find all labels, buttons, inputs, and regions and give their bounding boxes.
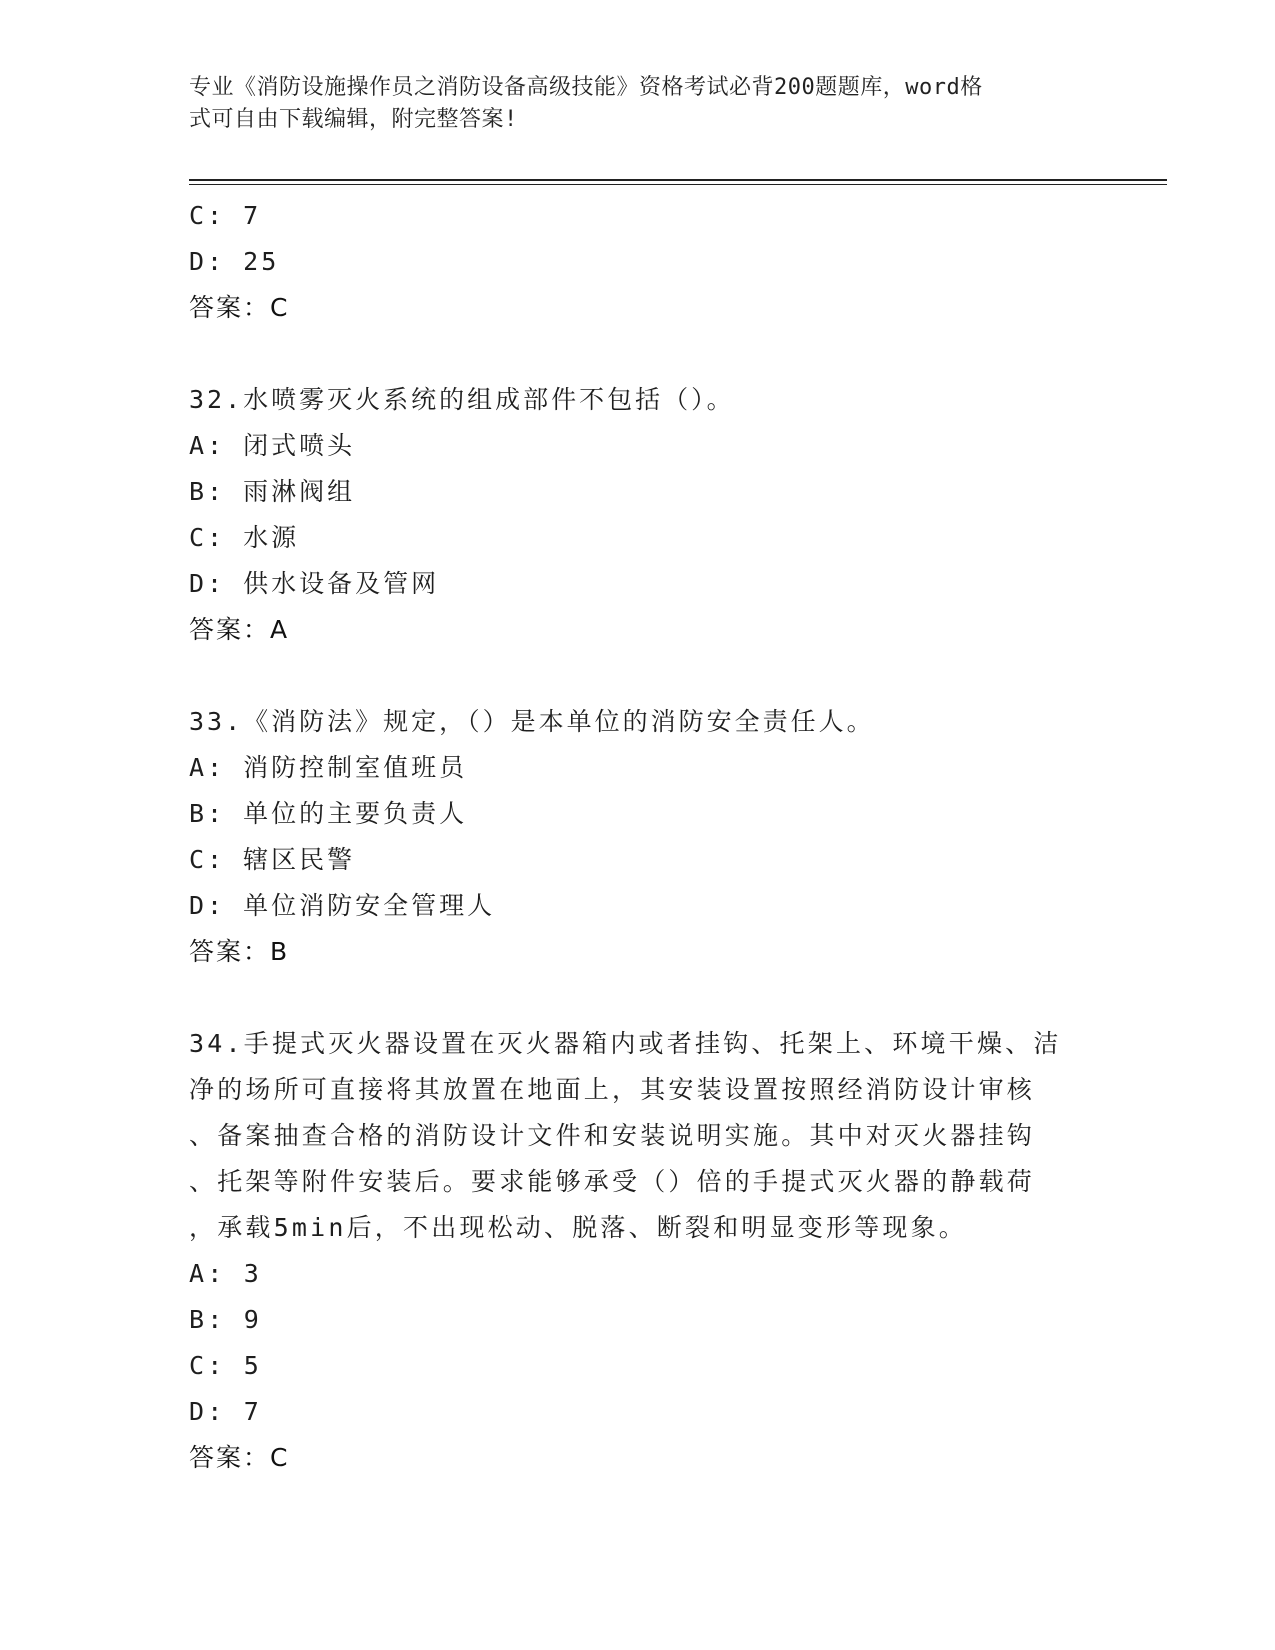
spacer (189, 653, 1089, 699)
question-34 (189, 1021, 1089, 1481)
option-a: A: 3 (189, 1259, 263, 1288)
option-c: C: 辖区民警 (189, 845, 356, 874)
question-33 (189, 699, 1089, 975)
answer-line: 答案：C (189, 293, 290, 322)
question-text-line-1: 34.手提式灭火器设置在灭火器箱内或者挂钩、托架上、环境干燥、洁 (189, 1029, 1062, 1058)
option-d: D: 单位消防安全管理人 (189, 891, 496, 920)
header-line-1: 专业《消防设施操作员之消防设备高级技能》资格考试必背200题题库，word格 (189, 75, 983, 100)
question-text: 32.水喷雾灭火系统的组成部件不包括（）。 (189, 385, 735, 414)
question-list (189, 193, 1089, 1481)
option-b: B: 雨淋阀组 (189, 477, 356, 506)
option-a: A: 消防控制室值班员 (189, 753, 468, 782)
question-text-line-2: 净的场所可直接将其放置在地面上，其安装设置按照经消防设计审核 (189, 1075, 1036, 1104)
option-b: B: 9 (189, 1305, 263, 1334)
answer-line: 答案：C (189, 1443, 290, 1472)
option-b: B: 单位的主要负责人 (189, 799, 468, 828)
header-rule-thin (189, 184, 1167, 185)
option-d: D: 25 (189, 247, 280, 276)
option-d: D: 供水设备及管网 (189, 569, 440, 598)
spacer (189, 331, 1089, 377)
document-header (189, 72, 1069, 136)
option-c: C: 7 (189, 201, 262, 230)
spacer (189, 975, 1089, 1021)
option-a: A: 闭式喷头 (189, 431, 356, 460)
question-text: 33.《消防法》规定，（）是本单位的消防安全责任人。 (189, 707, 875, 736)
header-rule-thick (189, 179, 1167, 181)
question-text-line-3: 、备案抽查合格的消防设计文件和安装说明实施。其中对灭火器挂钩 (189, 1121, 1036, 1150)
answer-line: 答案：A (189, 615, 290, 644)
option-d: D: 7 (189, 1397, 263, 1426)
header-line-2: 式可自由下载编辑，附完整答案! (189, 107, 518, 132)
option-c: C: 5 (189, 1351, 263, 1380)
answer-line: 答案：B (189, 937, 290, 966)
option-c: C: 水源 (189, 523, 300, 552)
question-32 (189, 377, 1089, 653)
question-text-line-4: 、托架等附件安装后。要求能够承受（）倍的手提式灭火器的静载荷 (189, 1167, 1036, 1196)
question-text-line-5: ，承载5min后，不出现松动、脱落、断裂和明显变形等现象。 (189, 1213, 968, 1242)
question-31-continuation (189, 193, 1089, 331)
